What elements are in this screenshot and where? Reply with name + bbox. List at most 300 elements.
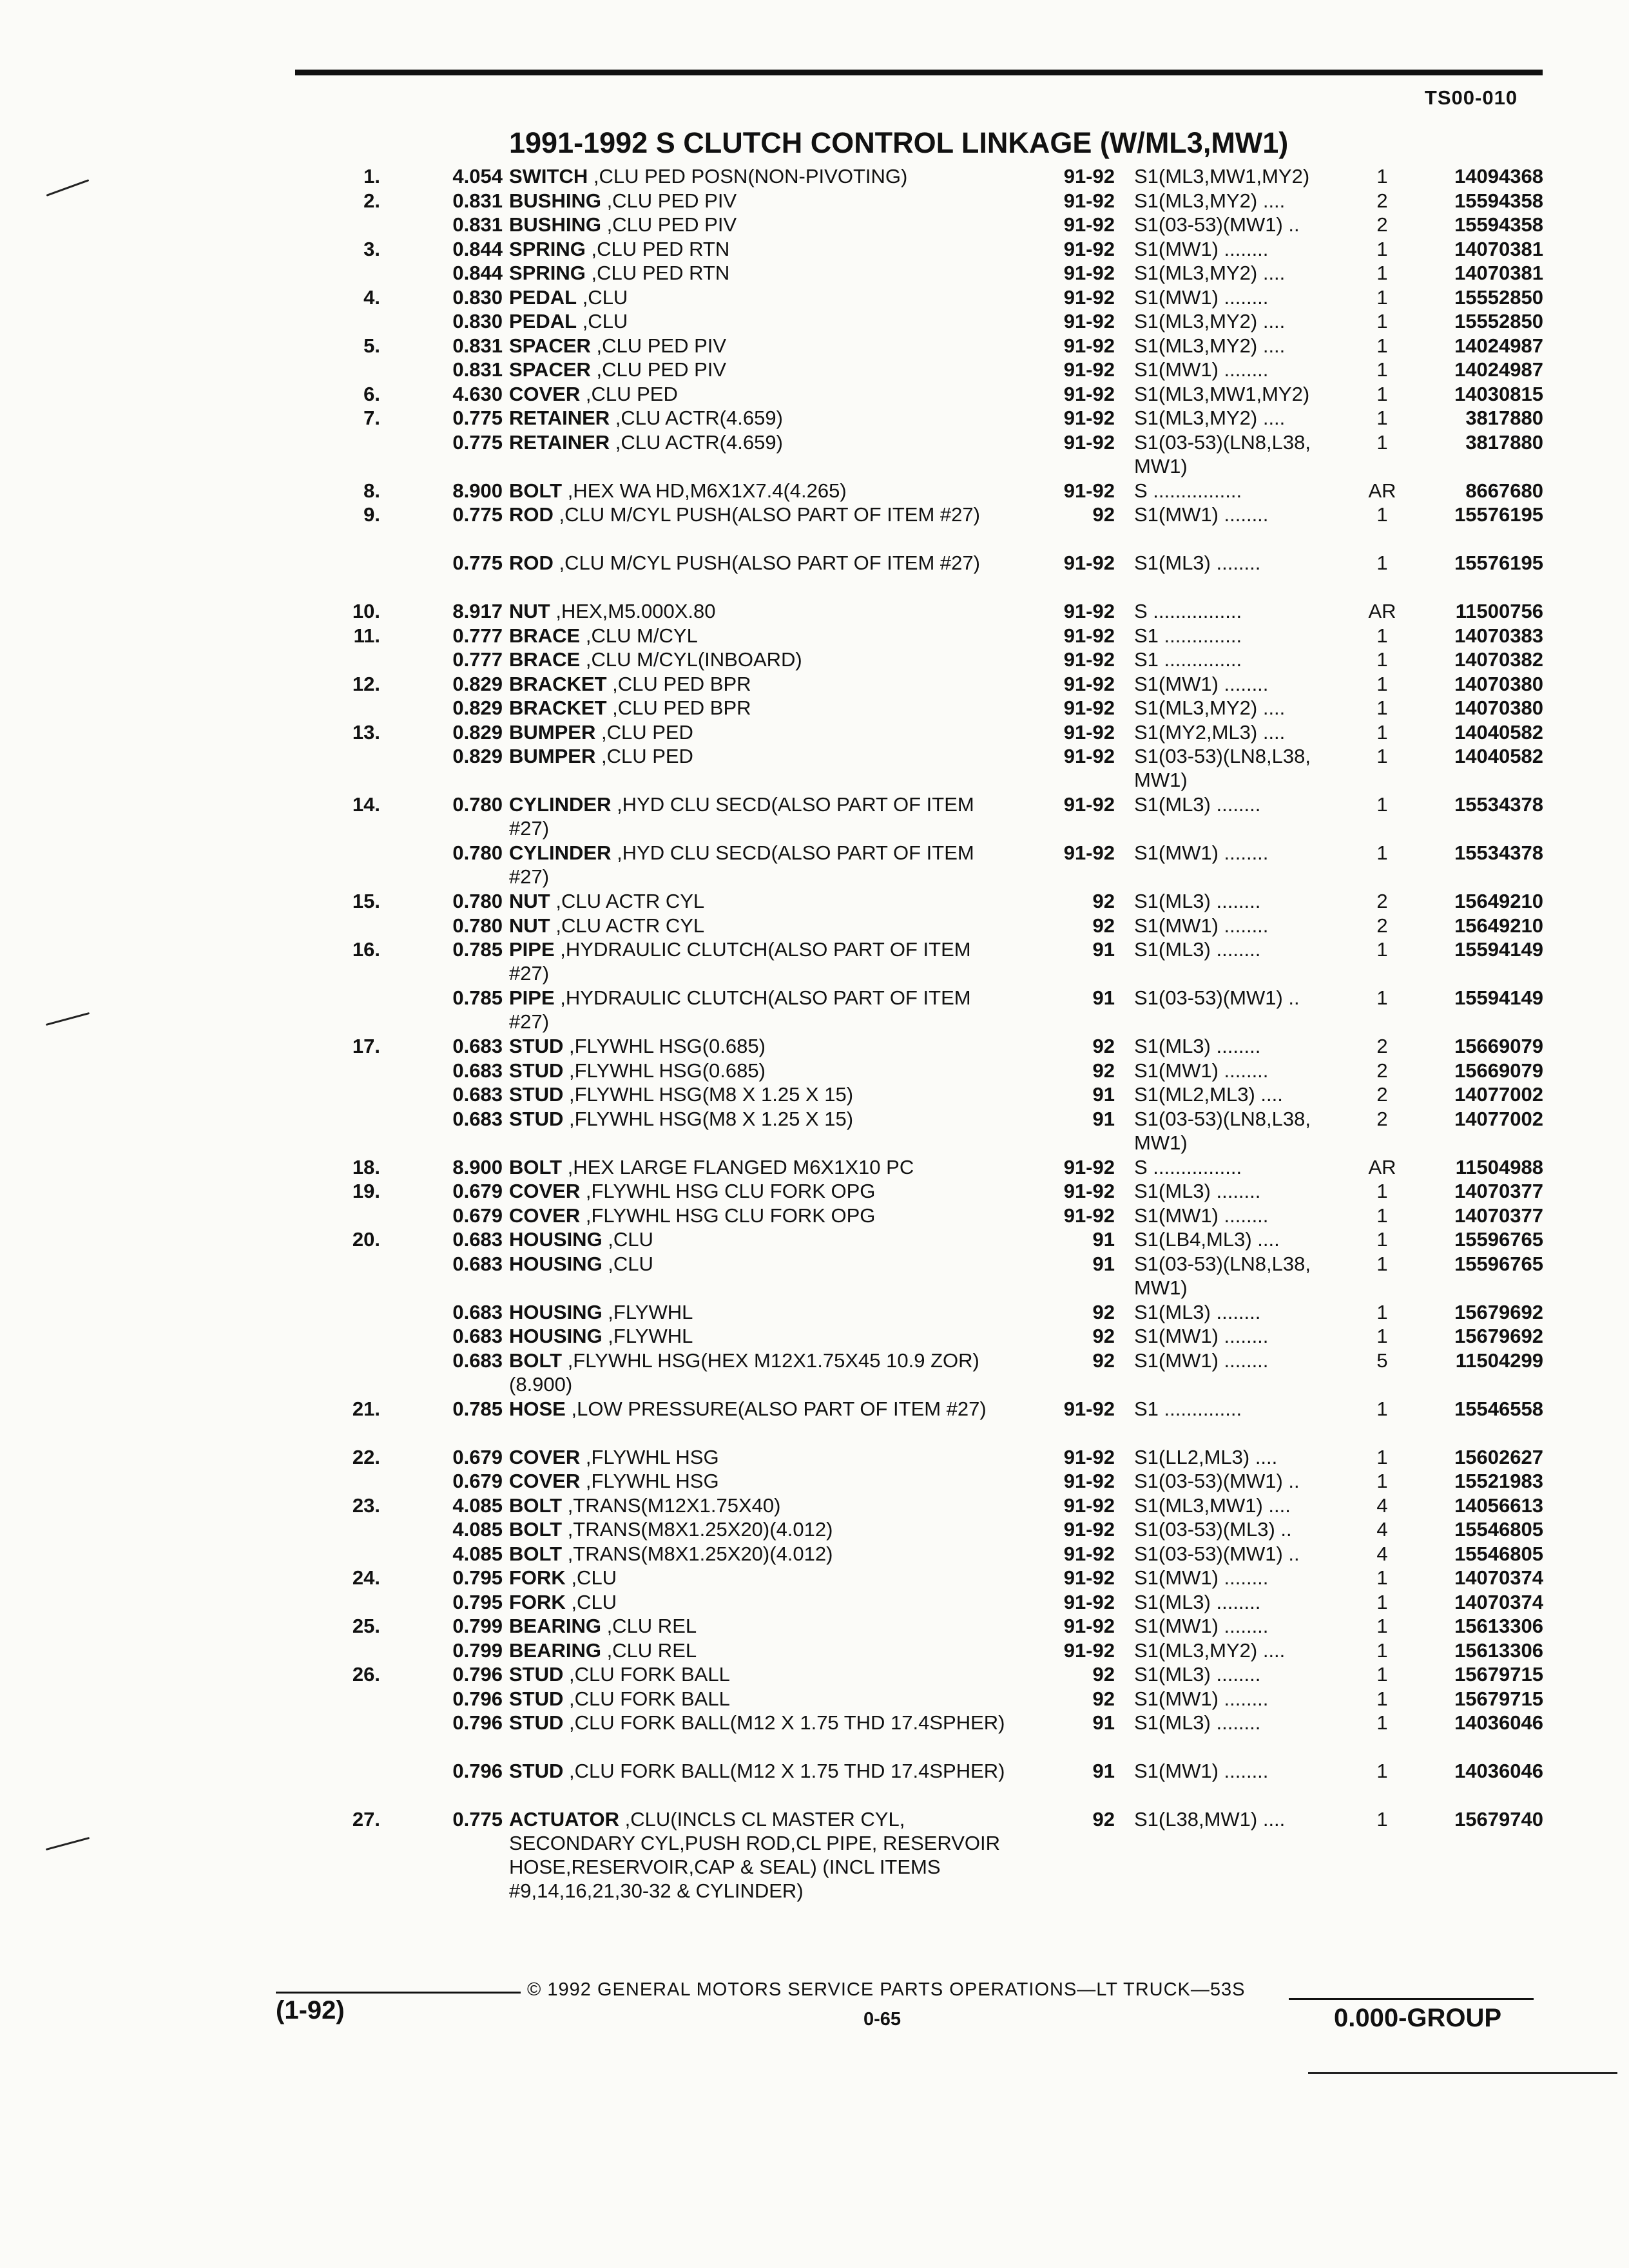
part-detail: ,CLU [602, 1228, 653, 1251]
part-noun: COVER [509, 1445, 581, 1468]
part-row [0, 1759, 1629, 1807]
model-years: 91-92 [1063, 430, 1115, 454]
quantity: 2 [1376, 1083, 1388, 1106]
quantity: 1 [1376, 358, 1388, 381]
model-years: 91 [1092, 1083, 1115, 1106]
part-row [0, 285, 1629, 310]
group-number: 0.796 [452, 1687, 503, 1710]
item-number: 23. [352, 1494, 380, 1517]
model-usage: S1(MW1) ........ [1134, 1349, 1269, 1372]
part-number: 15552850 [1454, 310, 1543, 332]
part-detail: ,HEX LARGE FLANGED M6X1X10 PC [562, 1155, 914, 1178]
part-number: 15576195 [1454, 503, 1543, 526]
group-number: 0.683 [452, 1107, 503, 1130]
part-description [509, 1349, 1012, 1396]
part-number: 15534378 [1454, 841, 1543, 864]
part-row [0, 1059, 1629, 1083]
quantity: 1 [1376, 430, 1388, 454]
model-years: 91-92 [1063, 648, 1115, 671]
footer-date: (1-92) [276, 1996, 345, 2024]
quantity: 1 [1376, 1397, 1388, 1420]
model-usage: S1(MW1) ........ [1134, 672, 1269, 695]
quantity: 1 [1376, 793, 1388, 816]
model-years: 91-92 [1063, 1542, 1115, 1565]
part-noun: BOLT [509, 479, 563, 502]
part-detail: ,HEX WA HD,M6X1X7.4(4.265) [562, 479, 847, 502]
group-number: 4.085 [452, 1494, 503, 1517]
quantity: 1 [1376, 986, 1388, 1009]
part-detail: ,CLU [565, 1566, 617, 1589]
part-row [0, 1614, 1629, 1639]
model-usage: S1(03-53)(MW1) .. [1134, 1542, 1300, 1565]
part-noun: SPACER [509, 334, 591, 357]
part-row [0, 937, 1629, 986]
model-usage: S1(03-53)(LN8,L38, MW1) [1134, 745, 1311, 791]
part-description [509, 914, 1012, 937]
part-row [0, 1107, 1629, 1155]
part-detail: ,CLU [565, 1590, 617, 1613]
model-usage: S1(ML3,MW1,MY2) [1134, 165, 1310, 187]
part-description [509, 1469, 1012, 1493]
part-noun: BUSHING [509, 213, 601, 236]
part-detail: ,FLYWHL HSG CLU FORK OPG [580, 1204, 876, 1227]
part-noun: STUD [509, 1059, 564, 1082]
model-years: 91-92 [1063, 479, 1115, 502]
quantity: 1 [1376, 1252, 1388, 1275]
parts-list [0, 164, 1629, 1903]
part-row [0, 1566, 1629, 1590]
quantity: AR [1368, 1155, 1396, 1178]
part-row [0, 189, 1629, 213]
part-number: 14030815 [1454, 382, 1543, 405]
part-noun: FORK [509, 1566, 566, 1589]
part-number: 14070383 [1454, 624, 1543, 647]
part-description [509, 1155, 1012, 1179]
part-detail: ,TRANS(M8X1.25X20)(4.012) [562, 1518, 833, 1541]
group-number: 0.831 [452, 334, 503, 357]
part-row [0, 889, 1629, 914]
quantity: 1 [1376, 310, 1388, 332]
model-years: 91-92 [1063, 720, 1115, 744]
group-number: 4.085 [452, 1518, 503, 1541]
model-usage: S1(MW1) ........ [1134, 1059, 1269, 1082]
part-number: 15679715 [1454, 1663, 1543, 1686]
part-row [0, 213, 1629, 237]
model-years: 91 [1092, 938, 1115, 961]
part-row [0, 1082, 1629, 1107]
part-detail: ,CLU FORK BALL(M12 X 1.75 THD 17.4SPHER) [563, 1711, 1005, 1734]
part-detail: ,CLU FORK BALL(M12 X 1.75 THD 17.4SPHER) [563, 1760, 1005, 1782]
part-number: 14077002 [1454, 1107, 1543, 1130]
model-years: 91 [1092, 1228, 1115, 1251]
model-years: 92 [1092, 1059, 1115, 1082]
part-detail: ,CLU PED [580, 382, 678, 405]
quantity: 5 [1376, 1349, 1388, 1372]
part-detail: ,FLYWHL HSG [580, 1445, 719, 1468]
group-number: 0.844 [452, 237, 503, 260]
part-detail: ,CLU PED POSN(NON-PIVOTING) [588, 165, 908, 187]
part-detail: ,CLU PED PIV [601, 189, 737, 212]
part-detail: ,FLYWHL HSG CLU FORK OPG [580, 1180, 876, 1202]
group-number: 0.799 [452, 1615, 503, 1637]
part-number: 15613306 [1454, 1615, 1543, 1637]
part-row [0, 382, 1629, 407]
part-detail: ,FLYWHL HSG(HEX M12X1.75X45 10.9 ZOR)(8.900) [509, 1349, 979, 1396]
part-row [0, 430, 1629, 479]
part-row [0, 1517, 1629, 1542]
footer-page-number: 0-65 [863, 2009, 901, 2030]
part-description [509, 648, 1012, 671]
group-number: 0.679 [452, 1470, 503, 1492]
part-description [509, 237, 1012, 261]
quantity: 1 [1376, 745, 1388, 767]
part-number: 14070382 [1454, 648, 1543, 671]
group-number: 0.775 [452, 430, 503, 454]
part-row [0, 1324, 1629, 1349]
part-detail: ,CLU PED RTN [585, 262, 730, 284]
item-number: 25. [352, 1615, 380, 1637]
model-usage: S1(ML3) ........ [1134, 552, 1261, 574]
item-number: 19. [352, 1180, 380, 1202]
part-number: 14094368 [1454, 165, 1543, 187]
item-number: 15. [352, 890, 380, 912]
part-row [0, 1204, 1629, 1228]
part-row [0, 696, 1629, 720]
part-noun: SWITCH [509, 165, 588, 187]
part-detail: ,CLU [602, 1252, 653, 1275]
model-years: 91-92 [1063, 237, 1115, 260]
group-number: 0.780 [452, 890, 503, 912]
model-usage: S1(ML3) ........ [1134, 1300, 1261, 1323]
model-years: 92 [1092, 1035, 1115, 1057]
part-description [509, 1034, 1012, 1058]
model-usage: S1 .............. [1134, 1397, 1242, 1420]
part-detail: ,FLYWHL [602, 1300, 693, 1323]
group-number: 8.900 [452, 479, 503, 502]
group-number: 8.917 [452, 600, 503, 622]
part-noun: ROD [509, 552, 554, 574]
group-number: 0.683 [452, 1349, 503, 1372]
part-description [509, 1687, 1012, 1711]
footer-rule-left [276, 1992, 521, 1994]
group-number: 0.831 [452, 358, 503, 381]
part-detail: ,CLU ACTR(4.659) [610, 430, 783, 454]
part-description [509, 261, 1012, 285]
model-usage: S1(ML3,MY2) .... [1134, 1639, 1286, 1662]
part-row [0, 1034, 1629, 1059]
part-noun: BRACKET [509, 697, 607, 719]
group-number: 0.796 [452, 1663, 503, 1686]
part-description [509, 309, 1012, 333]
part-row [0, 1155, 1629, 1180]
part-detail: ,CLU ACTR CYL [550, 914, 705, 937]
part-noun: RETAINER [509, 430, 610, 454]
model-usage: S1(MW1) ........ [1134, 1325, 1269, 1347]
model-years: 91-92 [1063, 407, 1115, 429]
part-description [509, 1711, 1012, 1735]
part-number: 14070377 [1454, 1180, 1543, 1202]
model-years: 91-92 [1063, 697, 1115, 719]
model-usage: S1(ML3) ........ [1134, 1711, 1261, 1734]
part-noun: HOSE [509, 1397, 566, 1420]
quantity: 1 [1376, 1300, 1388, 1323]
quantity: 1 [1376, 1639, 1388, 1662]
quantity: 1 [1376, 1663, 1388, 1686]
model-years: 92 [1092, 1687, 1115, 1710]
model-years: 91-92 [1063, 1155, 1115, 1178]
model-years: 91-92 [1063, 600, 1115, 622]
model-usage: S1(L38,MW1) .... [1134, 1808, 1286, 1831]
quantity: 1 [1376, 697, 1388, 719]
part-noun: STUD [509, 1035, 564, 1057]
model-usage: S1(03-53)(LN8,L38, MW1) [1134, 430, 1311, 477]
model-usage: S1(MW1) ........ [1134, 285, 1269, 309]
model-usage: S1(MW1) ........ [1134, 841, 1269, 864]
quantity: 1 [1376, 648, 1388, 671]
part-detail: ,FLYWHL [602, 1325, 693, 1347]
model-usage: S1(MW1) ........ [1134, 914, 1269, 937]
quantity: 2 [1376, 1035, 1388, 1057]
part-detail: ,CLU PED PIV [601, 213, 737, 236]
group-number: 0.780 [452, 841, 503, 864]
part-noun: BUSHING [509, 189, 601, 212]
group-number: 0.829 [452, 745, 503, 767]
quantity: 2 [1376, 1059, 1388, 1082]
part-number: 14077002 [1454, 1083, 1543, 1106]
quantity: 1 [1376, 1711, 1388, 1734]
part-number: 15521983 [1454, 1470, 1543, 1492]
part-row [0, 1687, 1629, 1711]
part-number: 15679692 [1454, 1325, 1543, 1347]
part-row [0, 1494, 1629, 1518]
part-noun: COVER [509, 1204, 581, 1227]
item-number: 8. [363, 479, 380, 502]
part-noun: HOUSING [509, 1300, 602, 1323]
part-description [509, 1639, 1012, 1662]
model-years: 91-92 [1063, 552, 1115, 574]
item-number: 10. [352, 600, 380, 622]
part-description [509, 1082, 1012, 1106]
part-noun: STUD [509, 1107, 564, 1130]
model-usage: S1(LL2,ML3) .... [1134, 1445, 1278, 1468]
group-number: 4.630 [452, 382, 503, 405]
part-detail: ,CLU REL [601, 1615, 697, 1637]
quantity: 1 [1376, 1228, 1388, 1251]
quantity: 2 [1376, 890, 1388, 912]
part-description [509, 1059, 1012, 1082]
item-number: 21. [352, 1397, 380, 1420]
part-noun: PIPE [509, 986, 555, 1009]
part-row [0, 1445, 1629, 1470]
part-number: 15594149 [1454, 938, 1543, 961]
part-row [0, 599, 1629, 624]
model-years: 91-92 [1063, 841, 1115, 864]
part-description [509, 551, 1012, 575]
quantity: 1 [1376, 624, 1388, 647]
group-number: 0.799 [452, 1639, 503, 1662]
footer-copyright: © 1992 GENERAL MOTORS SERVICE PARTS OPERATIONS—LT TRUCK—53S [527, 1979, 1246, 2000]
quantity: 2 [1376, 213, 1388, 236]
model-usage: S1(ML3,MY2) .... [1134, 334, 1286, 357]
quantity: AR [1368, 479, 1396, 502]
part-number: 15546805 [1454, 1518, 1543, 1541]
part-description [509, 1807, 1012, 1903]
part-row [0, 309, 1629, 334]
model-usage: S1(03-53)(LN8,L38, MW1) [1134, 1252, 1311, 1299]
model-usage: S ................ [1134, 1155, 1242, 1178]
model-years: 91-92 [1063, 793, 1115, 816]
footer-group: 0.000-GROUP [1334, 2004, 1502, 2032]
group-number: 0.679 [452, 1445, 503, 1468]
quantity: 2 [1376, 189, 1388, 212]
part-row [0, 479, 1629, 503]
model-years: 91-92 [1063, 285, 1115, 309]
quantity: 1 [1376, 407, 1388, 429]
quantity: 1 [1376, 262, 1388, 284]
part-detail: ,CLU [577, 310, 628, 332]
part-row [0, 841, 1629, 889]
part-row [0, 358, 1629, 382]
part-detail: ,TRANS(M12X1.75X40) [562, 1494, 781, 1517]
model-usage: S1(ML3) ........ [1134, 1180, 1261, 1202]
model-years: 91-92 [1063, 262, 1115, 284]
part-number: 15679692 [1454, 1300, 1543, 1323]
model-usage: S1 .............. [1134, 624, 1242, 647]
part-number: 11504988 [1455, 1155, 1543, 1178]
part-row [0, 1590, 1629, 1615]
part-detail: ,FLYWHL HSG(0.685) [563, 1035, 766, 1057]
model-years: 91-92 [1063, 1639, 1115, 1662]
part-description [509, 189, 1012, 213]
part-number: 3817880 [1465, 407, 1543, 429]
part-description [509, 1542, 1012, 1566]
model-years: 91-92 [1063, 382, 1115, 405]
part-row [0, 1542, 1629, 1566]
part-row [0, 986, 1629, 1034]
part-detail: ,CLU PED BPR [606, 697, 751, 719]
model-usage: S1(MW1) ........ [1134, 1687, 1269, 1710]
part-noun: COVER [509, 382, 581, 405]
model-years: 91-92 [1063, 310, 1115, 332]
model-usage: S1(ML3) ........ [1134, 890, 1261, 912]
model-usage: S1(MW1) ........ [1134, 237, 1269, 260]
model-usage: S1(ML3,MY2) .... [1134, 262, 1286, 284]
part-noun: STUD [509, 1687, 564, 1710]
model-usage: S1(03-53)(MW1) .. [1134, 213, 1300, 236]
quantity: 1 [1376, 503, 1388, 526]
group-number: 0.775 [452, 503, 503, 526]
quantity: 1 [1376, 1687, 1388, 1710]
model-usage: S ................ [1134, 479, 1242, 502]
part-number: 15669079 [1454, 1059, 1543, 1082]
model-years: 91 [1092, 986, 1115, 1009]
part-number: 15534378 [1454, 793, 1543, 816]
quantity: 1 [1376, 1808, 1388, 1831]
part-number: 8667680 [1465, 479, 1543, 502]
part-noun: RETAINER [509, 407, 610, 429]
model-years: 91-92 [1063, 334, 1115, 357]
footer-rule-right [1289, 1998, 1534, 2000]
item-number: 16. [352, 938, 380, 961]
item-number: 14. [352, 793, 380, 816]
group-number: 0.679 [452, 1180, 503, 1202]
part-number: 15596765 [1454, 1252, 1543, 1275]
model-usage: S1(ML3,MY2) .... [1134, 189, 1286, 212]
part-noun: STUD [509, 1083, 564, 1106]
part-description [509, 358, 1012, 381]
model-usage: S1(ML3,MY2) .... [1134, 407, 1286, 429]
part-number: 15649210 [1454, 914, 1543, 937]
part-number: 14036046 [1454, 1711, 1543, 1734]
model-years: 91 [1092, 1107, 1115, 1130]
page-code: TS00-010 [1424, 86, 1518, 109]
part-detail: ,CLU ACTR CYL [550, 890, 705, 912]
part-detail: ,HYD CLU SECD(ALSO PART OF ITEM #27) [509, 841, 974, 888]
part-row [0, 503, 1629, 551]
model-usage: S1(MW1) ........ [1134, 1760, 1269, 1782]
quantity: 1 [1376, 720, 1388, 744]
model-usage: S1(MW1) ........ [1134, 503, 1269, 526]
part-row [0, 1252, 1629, 1300]
part-row [0, 1179, 1629, 1204]
model-usage: S1(ML3,MW1) .... [1134, 1494, 1291, 1517]
group-number: 0.829 [452, 672, 503, 695]
part-detail: ,CLU(INCLS CL MASTER CYL, SECONDARY CYL,PUSH ROD,CL PIPE, RESERVOIR HOSE,RESERVOIR,CAP & SEAL) (INCL ITEMS #9,14,16,21,30-32 & CYLINDER) [509, 1808, 1001, 1902]
quantity: 1 [1376, 1180, 1388, 1202]
part-description [509, 793, 1012, 840]
model-usage: S1(ML3,MY2) .... [1134, 697, 1286, 719]
part-row [0, 551, 1629, 599]
model-years: 92 [1092, 1325, 1115, 1347]
part-noun: NUT [509, 890, 550, 912]
part-noun: PIPE [509, 938, 555, 961]
part-row [0, 164, 1629, 189]
part-noun: CYLINDER [509, 841, 612, 864]
model-years: 92 [1092, 1300, 1115, 1323]
quantity: 2 [1376, 1107, 1388, 1130]
part-noun: ACTUATOR [509, 1808, 620, 1831]
part-detail: ,CLU REL [601, 1639, 697, 1662]
part-description [509, 503, 1012, 526]
top-rule [295, 70, 1543, 75]
group-number: 0.831 [452, 213, 503, 236]
part-detail: ,CLU PED RTN [585, 237, 730, 260]
item-number: 27. [352, 1808, 380, 1831]
part-description [509, 1397, 1012, 1421]
quantity: 4 [1376, 1542, 1388, 1565]
group-number: 0.785 [452, 938, 503, 961]
part-noun: SPRING [509, 262, 586, 284]
group-number: 0.777 [452, 648, 503, 671]
part-noun: HOUSING [509, 1252, 602, 1275]
part-description [509, 1445, 1012, 1469]
group-number: 0.679 [452, 1204, 503, 1227]
group-number: 0.683 [452, 1035, 503, 1057]
part-row [0, 1300, 1629, 1325]
part-description [509, 986, 1012, 1033]
part-noun: BOLT [509, 1518, 563, 1541]
group-number: 0.777 [452, 624, 503, 647]
quantity: 1 [1376, 672, 1388, 695]
part-description [509, 720, 1012, 744]
quantity: 4 [1376, 1518, 1388, 1541]
part-row [0, 261, 1629, 285]
part-noun: BOLT [509, 1155, 563, 1178]
quantity: 4 [1376, 1494, 1388, 1517]
part-row [0, 914, 1629, 938]
part-description [509, 1324, 1012, 1348]
model-usage: S1(ML3) ........ [1134, 1663, 1261, 1686]
